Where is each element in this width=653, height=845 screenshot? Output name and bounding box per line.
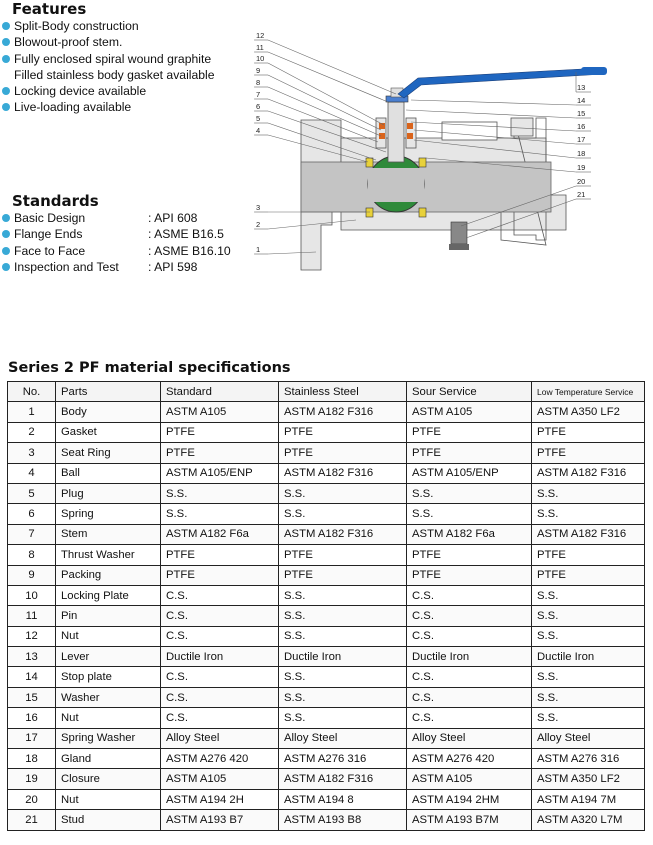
table-cell: PTFE <box>407 422 532 442</box>
table-cell: 21 <box>8 810 56 830</box>
standard-item <box>0 243 231 259</box>
callout-number: 15 <box>577 109 586 118</box>
table-cell: C.S. <box>407 606 532 626</box>
callout-number: 6 <box>256 102 261 111</box>
callout-number: 7 <box>256 90 261 99</box>
table-row <box>8 422 645 442</box>
table-cell: S.S. <box>279 687 407 707</box>
column-header: Low Temperature Service <box>532 382 645 402</box>
table-row <box>8 443 645 463</box>
feature-item <box>0 34 215 50</box>
table-row <box>8 667 645 687</box>
table-cell: C.S. <box>161 606 279 626</box>
callout-number: 11 <box>256 43 264 52</box>
table-cell: 19 <box>8 769 56 789</box>
standard-label: Inspection and Test <box>14 259 119 274</box>
table-cell: S.S. <box>532 483 645 503</box>
table-cell: S.S. <box>279 708 407 728</box>
table-cell: 18 <box>8 749 56 769</box>
table-cell: Closure <box>56 769 161 789</box>
table-cell: ASTM A182 F316 <box>532 524 645 544</box>
standards-list <box>0 210 231 275</box>
table-row <box>8 524 645 544</box>
table-cell: Gland <box>56 749 161 769</box>
callout-number: 16 <box>577 122 586 131</box>
bullet-icon <box>2 214 10 222</box>
feature-text: Filled stainless body gasket available <box>14 67 215 82</box>
table-cell: S.S. <box>532 687 645 707</box>
table-cell: ASTM A194 7M <box>532 789 645 809</box>
features-title: Features <box>12 0 87 18</box>
table-cell: Pin <box>56 606 161 626</box>
table-row <box>8 545 645 565</box>
table-cell: S.S. <box>279 504 407 524</box>
table-cell: Spring Washer <box>56 728 161 748</box>
callout-number: 21 <box>577 190 586 199</box>
table-cell: PTFE <box>279 443 407 463</box>
table-cell: ASTM A350 LF2 <box>532 402 645 422</box>
table-row <box>8 687 645 707</box>
table-cell: S.S. <box>407 483 532 503</box>
callout-number: 12 <box>256 31 265 40</box>
table-cell: ASTM A105/ENP <box>161 463 279 483</box>
table-cell: PTFE <box>532 422 645 442</box>
table-cell: ASTM A182 F316 <box>532 463 645 483</box>
table-cell: PTFE <box>279 545 407 565</box>
feature-item <box>0 83 215 99</box>
feature-item <box>0 51 215 67</box>
table-cell: PTFE <box>161 545 279 565</box>
callout-number: 5 <box>256 114 261 123</box>
feature-text: Fully enclosed spiral wound graphite <box>14 51 212 66</box>
callout-number: 13 <box>577 83 586 92</box>
table-cell: 4 <box>8 463 56 483</box>
table-cell: PTFE <box>532 443 645 463</box>
table-row <box>8 483 645 503</box>
table-cell: S.S. <box>279 667 407 687</box>
table-cell: 2 <box>8 422 56 442</box>
table-cell: ASTM A182 F316 <box>279 769 407 789</box>
table-cell: Locking Plate <box>56 585 161 605</box>
table-cell: Nut <box>56 789 161 809</box>
table-cell: ASTM A276 316 <box>279 749 407 769</box>
table-cell: Ductile Iron <box>407 647 532 667</box>
features-list <box>0 18 215 116</box>
table-cell: Lever <box>56 647 161 667</box>
table-row <box>8 504 645 524</box>
table-cell: 17 <box>8 728 56 748</box>
bullet-icon <box>2 247 10 255</box>
table-cell: ASTM A193 B7M <box>407 810 532 830</box>
table-cell: C.S. <box>407 626 532 646</box>
table-cell: S.S. <box>532 504 645 524</box>
table-cell: S.S. <box>279 626 407 646</box>
table-cell: Nut <box>56 626 161 646</box>
standard-label: Basic Design <box>14 211 86 225</box>
table-cell: ASTM A194 2HM <box>407 789 532 809</box>
table-cell: Stem <box>56 524 161 544</box>
table-cell: ASTM A182 F316 <box>279 463 407 483</box>
table-cell: PTFE <box>532 565 645 585</box>
table-cell: Packing <box>56 565 161 585</box>
callout-number: 8 <box>256 78 261 87</box>
table-cell: C.S. <box>407 687 532 707</box>
table-cell: Spring <box>56 504 161 524</box>
table-cell: 1 <box>8 402 56 422</box>
standard-value: : ASME B16.10 <box>148 243 231 258</box>
table-cell: S.S. <box>161 483 279 503</box>
standard-item <box>0 226 224 242</box>
feature-text: Blowout-proof stem. <box>14 35 123 50</box>
column-header: Standard <box>161 382 279 402</box>
table-cell: PTFE <box>407 443 532 463</box>
table-cell: 16 <box>8 708 56 728</box>
table-row <box>8 708 645 728</box>
table-row <box>8 769 645 789</box>
table-cell: ASTM A182 F316 <box>279 402 407 422</box>
feature-text: Split-Body construction <box>14 19 139 33</box>
callout-number: 20 <box>577 177 586 186</box>
bullet-icon <box>2 87 10 95</box>
table-cell: Seat Ring <box>56 443 161 463</box>
table-cell: S.S. <box>532 708 645 728</box>
callout-number: 18 <box>577 149 586 158</box>
table-cell: C.S. <box>161 585 279 605</box>
table-cell: ASTM A105/ENP <box>407 463 532 483</box>
standard-value: : API 608 <box>148 211 198 225</box>
table-row <box>8 810 645 830</box>
table-header-row <box>8 382 645 402</box>
table-row <box>8 463 645 483</box>
table-cell: Ball <box>56 463 161 483</box>
standards-title: Standards <box>12 192 99 210</box>
table-cell: Alloy Steel <box>407 728 532 748</box>
table-cell: 14 <box>8 667 56 687</box>
column-header: Sour Service <box>407 382 532 402</box>
table-cell: C.S. <box>161 708 279 728</box>
column-header: Parts <box>56 382 161 402</box>
table-cell: 3 <box>8 443 56 463</box>
table-cell: 12 <box>8 626 56 646</box>
table-cell: Plug <box>56 483 161 503</box>
standard-value: : API 598 <box>148 259 198 274</box>
table-cell: ASTM A105 <box>161 402 279 422</box>
table-cell: Washer <box>56 687 161 707</box>
table-row <box>8 626 645 646</box>
table-cell: PTFE <box>161 565 279 585</box>
table-row <box>8 402 645 422</box>
table-cell: 13 <box>8 647 56 667</box>
table-row <box>8 728 645 748</box>
table-cell: ASTM A276 420 <box>407 749 532 769</box>
table-cell: Ductile Iron <box>532 647 645 667</box>
feature-item <box>0 99 215 115</box>
table-cell: Alloy Steel <box>161 728 279 748</box>
table-cell: PTFE <box>407 545 532 565</box>
table-cell: ASTM A105 <box>161 769 279 789</box>
table-cell: ASTM A193 B8 <box>279 810 407 830</box>
spec-table-title: Series 2 PF material specifications <box>8 360 291 376</box>
table-cell: ASTM A105 <box>407 769 532 789</box>
table-cell: ASTM A350 LF2 <box>532 769 645 789</box>
table-cell: 20 <box>8 789 56 809</box>
table-cell: Ductile Iron <box>279 647 407 667</box>
table-cell: S.S. <box>279 585 407 605</box>
table-cell: ASTM A182 F6a <box>407 524 532 544</box>
valve-cross-section-diagram <box>246 30 616 275</box>
bullet-icon <box>2 103 10 111</box>
standard-item <box>0 210 198 226</box>
feature-text: Live-loading available <box>14 100 132 115</box>
table-cell: 15 <box>8 687 56 707</box>
table-cell: Gasket <box>56 422 161 442</box>
table-cell: Alloy Steel <box>279 728 407 748</box>
table-cell: S.S. <box>532 585 645 605</box>
table-cell: Alloy Steel <box>532 728 645 748</box>
table-cell: 7 <box>8 524 56 544</box>
bullet-icon <box>2 22 10 30</box>
table-cell: ASTM A194 2H <box>161 789 279 809</box>
standard-label: Face to Face <box>14 243 86 258</box>
bullet-icon <box>2 38 10 46</box>
table-cell: PTFE <box>279 422 407 442</box>
callout-number: 17 <box>577 135 586 144</box>
table-cell: C.S. <box>161 626 279 646</box>
table-body <box>8 402 645 830</box>
table-cell: S.S. <box>532 667 645 687</box>
table-cell: Nut <box>56 708 161 728</box>
bullet-icon <box>2 263 10 271</box>
table-cell: Stud <box>56 810 161 830</box>
table-cell: PTFE <box>161 422 279 442</box>
feature-item <box>0 67 215 83</box>
table-cell: PTFE <box>532 545 645 565</box>
table-cell: C.S. <box>161 667 279 687</box>
table-cell: 8 <box>8 545 56 565</box>
table-cell: S.S. <box>279 606 407 626</box>
callout-number: 1 <box>256 245 261 254</box>
table-cell: 11 <box>8 606 56 626</box>
table-cell: 10 <box>8 585 56 605</box>
table-cell: ASTM A105 <box>407 402 532 422</box>
callout-number: 10 <box>256 54 265 63</box>
table-cell: ASTM A276 420 <box>161 749 279 769</box>
table-cell: Thrust Washer <box>56 545 161 565</box>
table-cell: ASTM A193 B7 <box>161 810 279 830</box>
table-cell: C.S. <box>407 708 532 728</box>
table-row <box>8 647 645 667</box>
table-row <box>8 606 645 626</box>
standard-item <box>0 259 198 275</box>
table-cell: ASTM A182 F316 <box>279 524 407 544</box>
bullet-icon <box>2 55 10 63</box>
table-cell: Ductile Iron <box>161 647 279 667</box>
table-cell: ASTM A276 316 <box>532 749 645 769</box>
table-cell: 5 <box>8 483 56 503</box>
table-row <box>8 565 645 585</box>
callout-number: 2 <box>256 220 261 229</box>
callout-number: 19 <box>577 163 586 172</box>
callout-number: 3 <box>256 203 261 212</box>
table-cell: PTFE <box>161 443 279 463</box>
table-cell: 9 <box>8 565 56 585</box>
column-header: No. <box>8 382 56 402</box>
valve-body-drawing <box>301 67 607 270</box>
table-cell: S.S. <box>279 483 407 503</box>
table-cell: PTFE <box>407 565 532 585</box>
table-row <box>8 749 645 769</box>
table-cell: S.S. <box>407 504 532 524</box>
feature-text: Locking device available <box>14 84 147 99</box>
table-cell: ASTM A182 F6a <box>161 524 279 544</box>
table-cell: S.S. <box>161 504 279 524</box>
table-cell: S.S. <box>532 626 645 646</box>
table-cell: ASTM A320 L7M <box>532 810 645 830</box>
table-cell: C.S. <box>161 687 279 707</box>
table-cell: C.S. <box>407 585 532 605</box>
callout-number: 9 <box>256 66 261 75</box>
table-row <box>8 789 645 809</box>
table-row <box>8 585 645 605</box>
standard-value: : ASME B16.5 <box>148 227 224 242</box>
feature-item <box>0 18 215 34</box>
table-cell: Body <box>56 402 161 422</box>
table-cell: C.S. <box>407 667 532 687</box>
column-header: Stainless Steel <box>279 382 407 402</box>
standard-label: Flange Ends <box>14 227 83 242</box>
table-cell: Stop plate <box>56 667 161 687</box>
callout-number: 14 <box>577 96 586 105</box>
callout-number: 4 <box>256 126 261 135</box>
table-cell: ASTM A194 8 <box>279 789 407 809</box>
table-cell: 6 <box>8 504 56 524</box>
bullet-icon <box>2 230 10 238</box>
table-cell: PTFE <box>279 565 407 585</box>
material-spec-table <box>7 381 645 831</box>
table-cell: S.S. <box>532 606 645 626</box>
